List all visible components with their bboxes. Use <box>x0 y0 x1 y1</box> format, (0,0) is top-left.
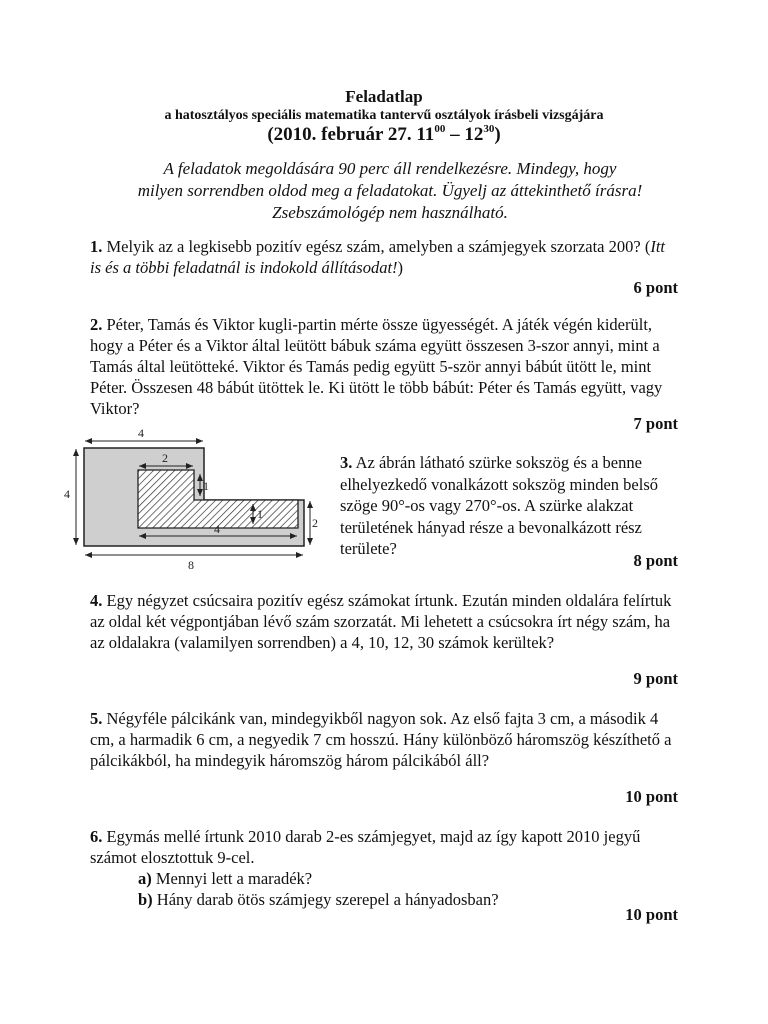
problem-6b: b) Hány darab ötös számjegy szerepel a hányadosban? <box>138 890 499 909</box>
problem-2: 2. Péter, Tamás és Viktor kugli-partin mérte össze ügyességét. A játék végén kiderült, hogy a Péter és a Viktor által leütött bábuk száma együtt összesen 3-szor annyi, mint a Tamás által leütötteké. Viktor és Tamás pedig együtt 5-ször annyi bábút ütött le, mint Péter. Összesen 48 bábút ütöttek le. Ki ütött le több bábút: Péter és Tamás együtt, vagy Viktor? <box>90 315 663 418</box>
page-title: Feladatlap <box>345 87 423 106</box>
problem-1: 1. Melyik az a legkisebb pozitív egész szám, amelyben a számjegyek szorzata 200? (Itt is és a többi feladatnál is indokold állításodat!) <box>90 237 665 277</box>
problem-5: 5. Négyféle pálcikánk van, mindegyikből nagyon sok. Az első fajta 3 cm, a második 4 cm, a harmadik 6 cm, a negyedik 7 cm hosszú. Hány különböző háromszög készíthető a pálcikákból, ha mindegyik háromszög három pálcikából áll? <box>90 709 672 770</box>
problem-1-points: 6 pont <box>633 278 678 297</box>
problem-6: 6. Egymás mellé írtunk 2010 darab 2-es számjegyet, majd az így kapott 2010 jegyű számot elosztottuk 9-cel. a) Mennyi lett a maradék? b) Hány darab ötös számjegy szerepel a hányadosban? <box>90 826 680 910</box>
label-hatch-height: 1 <box>257 507 263 521</box>
label-step: 1 <box>203 479 209 493</box>
page-subtitle: a hatosztályos speciális matematika tantervű osztályok írásbeli vizsgájára <box>164 108 604 123</box>
hatched-polygon <box>138 470 298 528</box>
label-top-inner: 2 <box>162 451 168 465</box>
label-right-outer: 2 <box>312 516 318 530</box>
problem-5-points: 10 pont <box>625 787 678 806</box>
problem-2-points: 7 pont <box>633 414 678 433</box>
problem-3: 3. Az ábrán látható szürke sokszög és a benne elhelyezkedő vonalkázott sokszög minden belső szöge 90°-os vagy 270°-os. A szürke alakzat területének hányad része a bevonalkázott rész területe? <box>340 453 658 558</box>
label-left-outer: 4 <box>64 487 70 501</box>
problem-3-figure <box>58 424 330 574</box>
problem-4: 4. Egy négyzet csúcsaira pozitív egész számokat írtunk. Ezután minden oldalára felírtuk az oldal két végpontjában lévő szám szorzatát. Mi lehetett a csúcsokra írt négy szám, ha az oldalakra (valamilyen sorrendben) a 4, 10, 12, 30 számok kerültek? <box>90 591 672 652</box>
problem-6a: a) Mennyi lett a maradék? <box>138 869 313 888</box>
problem-6-points: 10 pont <box>625 905 678 924</box>
instructions: A feladatok megoldására 90 perc áll rendelkezésre. Mindegy, hogy milyen sorrendben oldod meg a feladatokat. Ügyelj az áttekinthető írásra! Zsebszámológép nem használható. <box>137 159 643 222</box>
label-bottom-outer: 8 <box>188 558 194 572</box>
exam-date: (2010. február 27. $11^{00} - 12^{30}$) <box>267 123 501 145</box>
problem-3-points: 8 pont <box>633 551 678 570</box>
label-hatch-bottom: 4 <box>214 522 220 536</box>
problem-4-points: 9 pont <box>633 669 678 688</box>
label-top-outer: 4 <box>138 426 144 440</box>
